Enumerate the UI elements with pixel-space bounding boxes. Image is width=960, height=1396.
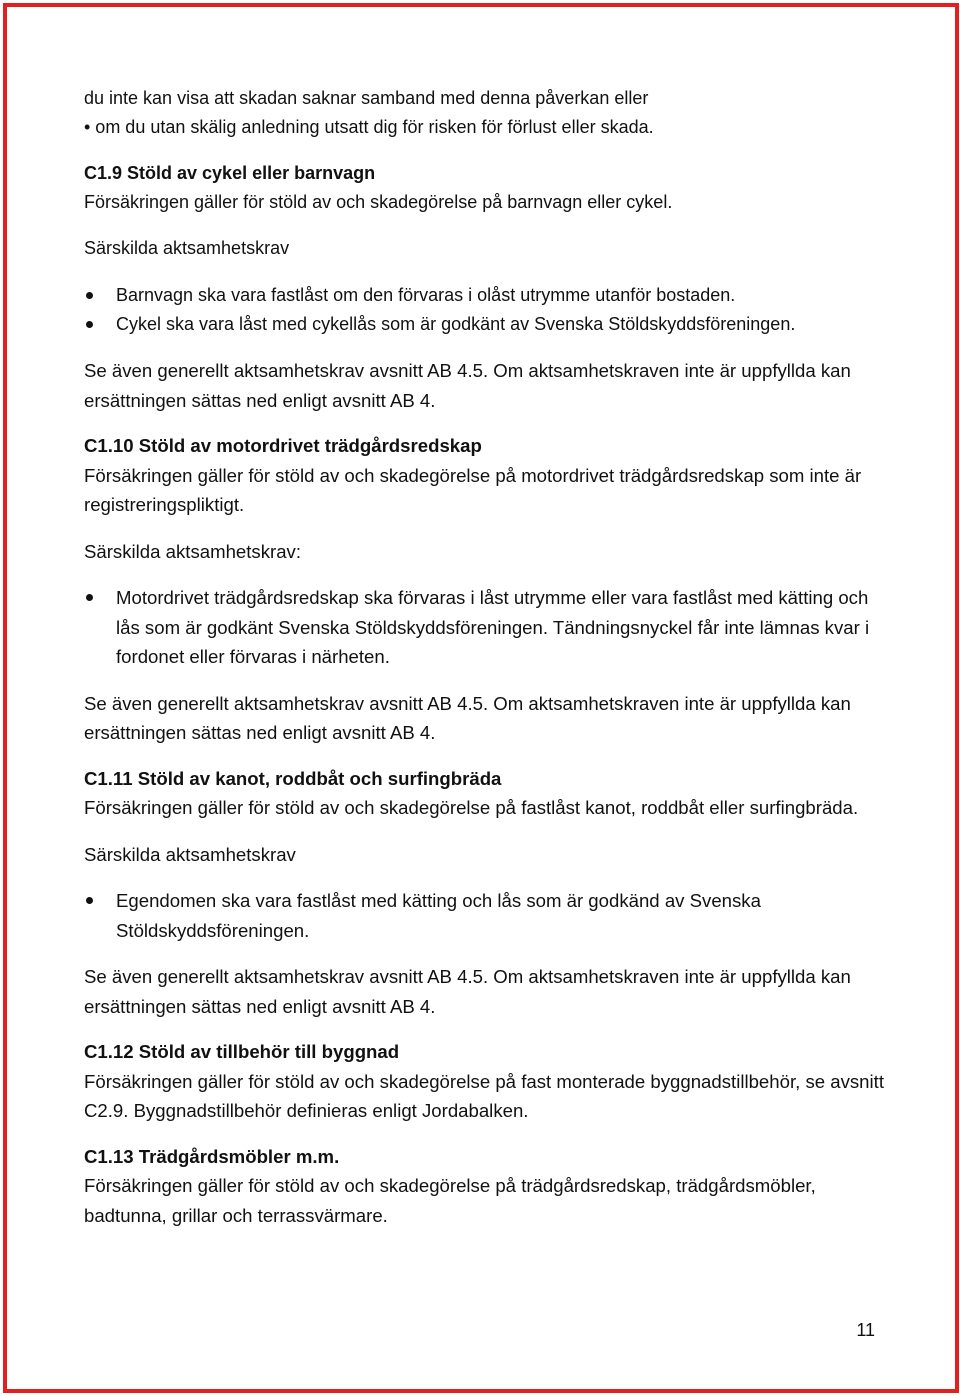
- requirements-label-c1-11: Särskilda aktsamhetskrav: [84, 843, 296, 865]
- section-heading-c1-12: C1.12 Stöld av tillbehör till byggnad: [84, 1041, 400, 1062]
- requirements-label-c1-9: Särskilda aktsamhetskrav: [84, 238, 290, 258]
- page-number: 11: [856, 1320, 875, 1340]
- requirements-list-c1-11: [84, 886, 884, 945]
- section-text-c1-12: Försäkringen gäller för stöld av och skadegörelse på fast monterade byggnadstillbehör, se avsnitt C2.9. Byggnadstillbehör definieras enligt Jordabalken.: [84, 1070, 884, 1121]
- section-heading-c1-9: C1.9 Stöld av cykel eller barnvagn: [84, 163, 376, 183]
- section-heading-c1-13: C1.13 Trädgårdsmöbler m.m.: [84, 1145, 340, 1167]
- intro-line: du inte kan visa att skadan saknar samband med denna påverkan eller: [84, 88, 649, 108]
- section-text-c1-9: Försäkringen gäller för stöld av och skadegörelse på barnvagn eller cykel.: [84, 192, 673, 212]
- see-also-c1-10: Se även generellt aktsamhetskrav avsnitt AB 4.5. Om aktsamhetskraven inte är uppfyllda kan ersättningen sättas ned enligt avsnitt AB 4.: [84, 692, 851, 743]
- section-text-c1-11: Försäkringen gäller för stöld av och skadegörelse på fastlåst kanot, roddbåt eller surfingbräda.: [84, 797, 859, 818]
- see-also-c1-11: Se även generellt aktsamhetskrav avsnitt AB 4.5. Om aktsamhetskraven inte är uppfyllda kan ersättningen sättas ned enligt avsnitt AB 4.: [84, 966, 851, 1017]
- see-also-c1-9: Se även generellt aktsamhetskrav avsnitt AB 4.5. Om aktsamhetskraven inte är uppfyllda kan ersättningen sättas ned enligt avsnitt AB 4.: [84, 360, 851, 411]
- intro-bullet-line: • om du utan skälig anledning utsatt dig för risken för förlust eller skada.: [84, 117, 654, 137]
- list-item: Cykel ska vara låst med cykellås som är godkänt av Svenska Stöldskyddsföreningen.: [84, 310, 884, 339]
- requirements-label-c1-10: Särskilda aktsamhetskrav:: [84, 540, 302, 562]
- list-item: Motordrivet trädgårdsredskap ska förvaras i låst utrymme eller vara fastlåst med kätting och lås som är godkänt Svenska Stöldskyddsföreningen. Tändningsnyckel får inte lämnas kvar i fordonet eller förvaras i närheten.: [84, 583, 884, 672]
- section-text-c1-13: Försäkringen gäller för stöld av och skadegörelse på trädgårdsredskap, trädgårdsmöbler, badtunna, grillar och terrassvärmare.: [84, 1175, 816, 1226]
- section-text-c1-10: Försäkringen gäller för stöld av och skadegörelse på motordrivet trädgårdsredskap som inte är registreringspliktigt.: [84, 464, 862, 515]
- section-heading-c1-10: C1.10 Stöld av motordrivet trädgårdsredskap: [84, 435, 482, 456]
- section-heading-c1-11: C1.11 Stöld av kanot, roddbåt och surfingbräda: [84, 767, 502, 789]
- requirements-list-c1-9: [84, 281, 884, 339]
- list-item: Barnvagn ska vara fastlåst om den förvaras i olåst utrymme utanför bostaden.: [84, 281, 884, 310]
- list-item: Egendomen ska vara fastlåst med kätting och lås som är godkänd av Svenska Stöldskyddsföreningen.: [84, 886, 884, 945]
- document-body: [84, 84, 884, 1230]
- requirements-list-c1-10: [84, 583, 884, 672]
